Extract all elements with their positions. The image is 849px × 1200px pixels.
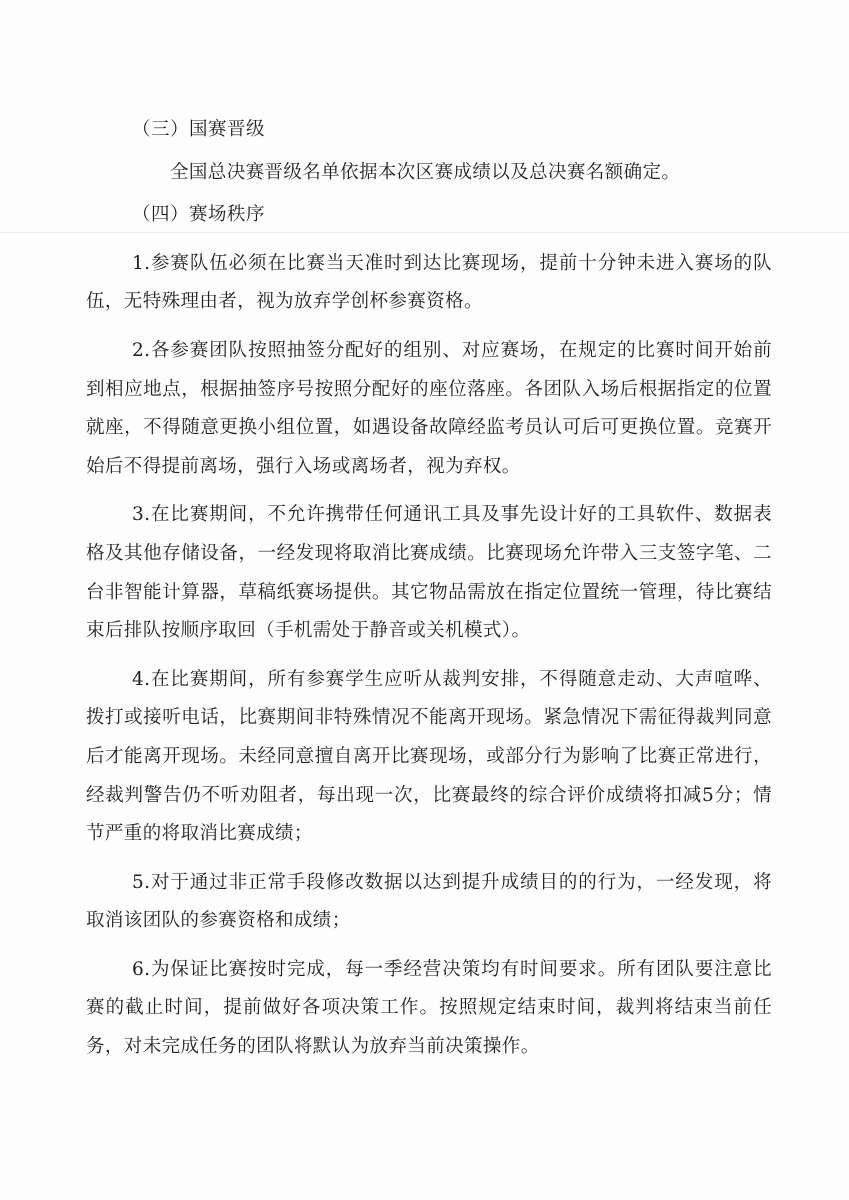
section-3-body: 全国总决赛晋级名单依据本次区赛成绩以及总决赛名额确定。 — [170, 161, 681, 183]
document-body — [86, 111, 772, 1067]
rule-item-5: 5.对于通过非正常手段修改数据以达到提升成绩目的的行为，一经发现，将取消该团队的参赛资格和成绩； — [86, 871, 772, 932]
rule-item-3: 3.在比赛期间，不允许携带任何通讯工具及事先设计好的工具软件、数据表格及其他存储设备，一经发现将取消比赛成绩。比赛现场允许带入三支签字笔、二台非智能计算器，草稿纸赛场提供。其它物品需放在指定位置统一管理，待比赛结束后排队按顺序取回（手机需处于静音或关机模式）。 — [86, 504, 772, 642]
rule-item-1: 1.参赛队伍必须在比赛当天准时到达比赛现场，提前十分钟未进入赛场的队伍，无特殊理由者，视为放弃学创杯参赛资格。 — [86, 252, 772, 313]
section-3-heading: （三）国赛晋级 — [132, 119, 266, 140]
rule-item-6: 6.为保证比赛按时完成，每一季经营决策均有时间要求。所有团队要注意比赛的截止时间，提前做好各项决策工作。按照规定结束时间，裁判将结束当前任务，对未完成任务的团队将默认为放弃当前决策操作。 — [86, 958, 772, 1058]
rule-item-2: 2.各参赛团队按照抽签分配好的组别、对应赛场，在规定的比赛时间开始前到相应地点，根据抽签序号按照分配好的座位落座。各团队入场后根据指定的位置就座，不得随意更换小组位置，如遇设备故障经监考员认可后可更换位置。竞赛开始后不得提前离场，强行入场或离场者，视为弃权。 — [86, 339, 772, 477]
section-4-heading: （四）赛场秩序 — [132, 204, 266, 226]
rule-item-4: 4.在比赛期间，所有参赛学生应听从裁判安排，不得随意走动、大声喧哗、拨打或接听电话，比赛期间非特殊情况不能离开现场。紧急情况下需征得裁判同意后才能离开现场。未经同意擅自离开比赛现场，或部分行为影响了比赛正常进行，经裁判警告仍不听劝阻者，每出现一次，比赛最终的综合评价成绩将扣减5分；情节严重的将取消比赛成绩； — [86, 668, 772, 845]
